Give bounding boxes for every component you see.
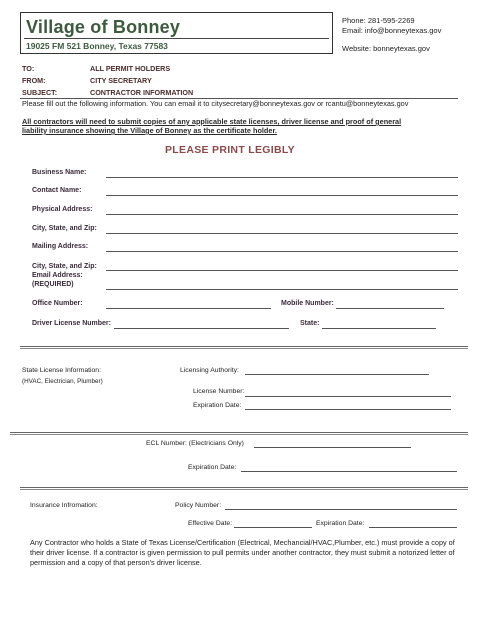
section-divider-3 — [20, 487, 468, 490]
ecl-number-field[interactable] — [254, 447, 411, 448]
mailing-address-label: Mailing Address: — [32, 243, 89, 250]
print-legibly-heading: PLEASE PRINT LEGIBLY — [165, 144, 295, 156]
mailing-city-state-zip-label: City, State, and Zip: — [32, 263, 97, 270]
section-divider-2 — [10, 432, 468, 435]
insurance-expiration-field[interactable] — [369, 527, 457, 528]
subject-label: SUBJECT: — [22, 88, 58, 97]
state-license-sublabel: (HVAC, Electrician, Plumber) — [22, 378, 103, 385]
from-label: FROM: — [22, 76, 46, 85]
license-number-field[interactable] — [245, 396, 451, 397]
effective-date-label: Effective Date: — [188, 520, 233, 527]
insurance-label: Insurance Infromation: — [30, 502, 98, 509]
footer-text: Any Contractor who holds a State of Texas License/Certification (Electrical, Mechancial/HVAC,Plumber, etc.) must provide a copy of their driver license. If a contractor is given permission to pull permits under another contractor, they must submit a notorized letter of permission and a copy of that person's driver license. — [30, 538, 455, 567]
to-value: ALL PERMIT HOLDERS — [90, 64, 171, 73]
driver-license-field[interactable] — [114, 328, 289, 329]
license-expiration-field[interactable] — [245, 409, 451, 410]
contact-name-field[interactable] — [106, 195, 458, 196]
notice-line-2: liability insurance showing the Village of Bonney as the certificate holder. — [22, 126, 277, 135]
insurance-expiration-label: Expiration Date: — [316, 520, 365, 527]
business-name-field[interactable] — [106, 177, 458, 178]
mailing-city-state-zip-field[interactable] — [106, 270, 458, 271]
state-field[interactable] — [322, 328, 436, 329]
email-address-field[interactable] — [106, 289, 458, 290]
email-required-label: (REQUIRED) — [32, 281, 74, 288]
license-expiration-label: Expiration Date: — [193, 402, 242, 409]
from-value: CITY SECRETARY — [90, 76, 152, 85]
state-license-label: State License Information: — [22, 367, 101, 374]
subject-value: CONTRACTOR INFORMATION — [90, 88, 194, 97]
ecl-expiration-label: Expiration Date: — [188, 464, 237, 471]
driver-license-label: Driver License Number: — [32, 320, 111, 327]
to-label: TO: — [22, 64, 35, 73]
intro-text: Please fill out the following information. You can email it to citysecretary@bonneytexas.gov or rcantu@bonneytexas.gov — [22, 99, 409, 108]
city-state-zip-field[interactable] — [106, 233, 458, 234]
mailing-address-field[interactable] — [106, 251, 458, 252]
email-address-label: Email Address: — [32, 272, 83, 279]
licensing-authority-field[interactable] — [245, 374, 429, 375]
mobile-number-label: Mobile Number: — [281, 300, 334, 307]
email-text: Email: info@bonneytexas.gov — [342, 26, 442, 35]
contact-name-label: Contact Name: — [32, 187, 82, 194]
office-number-field[interactable] — [106, 308, 271, 309]
business-name-label: Business Name: — [32, 169, 87, 176]
section-divider-1 — [20, 346, 468, 349]
village-address: 19025 FM 521 Bonney, Texas 77583 — [26, 41, 168, 51]
village-title: Village of Bonney — [26, 17, 181, 37]
license-number-label: License Number: — [193, 388, 245, 395]
phone-text: Phone: 281-595-2269 — [342, 16, 415, 25]
ecl-number-label: ECL Number: (Electricians Only) — [146, 440, 244, 447]
physical-address-label: Physical Address: — [32, 206, 93, 213]
city-state-zip-label: City, State, and Zip: — [32, 225, 97, 232]
website-text: Website: bonneytexas.gov — [342, 44, 430, 53]
state-label: State: — [300, 320, 320, 327]
policy-number-field[interactable] — [225, 509, 457, 510]
licensing-authority-label: Licensing Authority: — [180, 367, 239, 374]
mobile-number-field[interactable] — [336, 308, 444, 309]
notice-line-1: All contractors will need to submit copies of any applicable state licenses, driver license and proof of general — [22, 117, 402, 126]
physical-address-field[interactable] — [106, 214, 458, 215]
effective-date-field[interactable] — [234, 527, 312, 528]
letterhead-divider — [24, 38, 329, 39]
policy-number-label: Policy Number: — [175, 502, 222, 509]
office-number-label: Office Number: — [32, 300, 83, 307]
ecl-expiration-field[interactable] — [241, 471, 457, 472]
